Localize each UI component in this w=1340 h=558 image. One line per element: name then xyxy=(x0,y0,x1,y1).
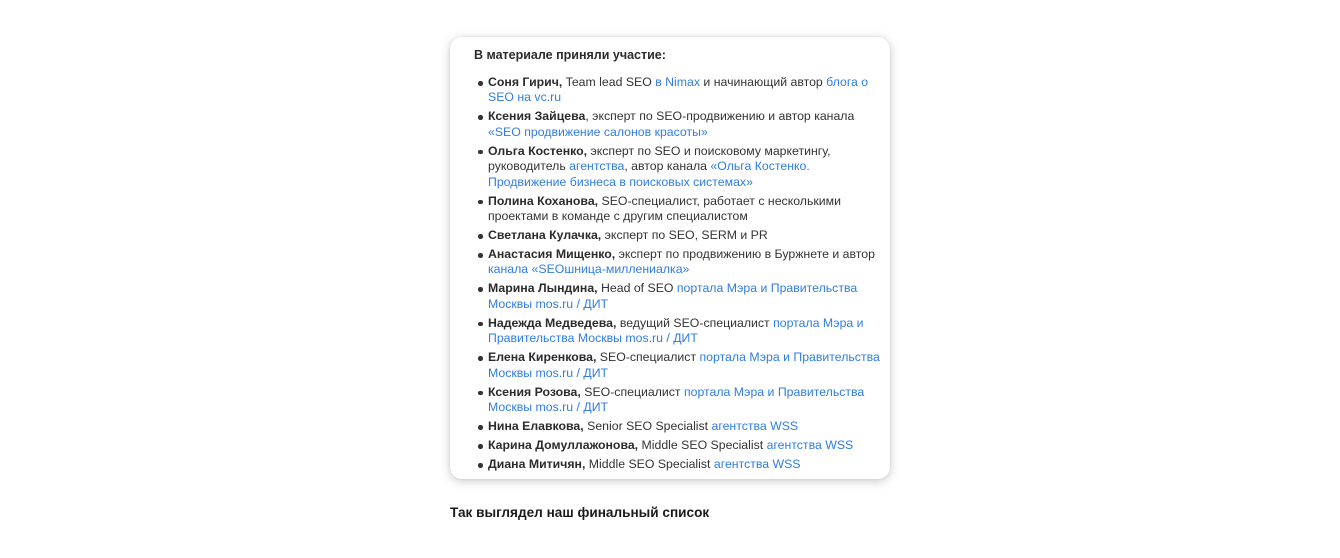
participant-text: Senior SEO Specialist xyxy=(583,419,712,434)
mos-ru-link[interactable]: портала Мэра и Правительства Москвы mos.ru / ДИТ xyxy=(488,384,865,415)
participant-name: Светлана Кулачка, xyxy=(488,228,602,243)
participant-name: Анастасия Мищенко, xyxy=(488,247,616,262)
participant-name: Марина Лындина, xyxy=(488,281,598,296)
participant-name: Ольга Костенко, xyxy=(488,143,588,158)
participant-name: Соня Гирич, xyxy=(488,75,563,89)
list-item xyxy=(488,385,880,416)
list-item xyxy=(488,419,880,434)
participant-name: Надежда Медведева, xyxy=(488,315,617,330)
list-item xyxy=(488,194,880,225)
participant-text: SEO-специалист xyxy=(596,350,700,365)
list-item xyxy=(488,316,880,347)
participant-text: SEO-специалист xyxy=(580,384,684,399)
mos-ru-link[interactable]: портала Мэра и Правительства Москвы mos.ru / ДИТ xyxy=(488,281,858,311)
nimax-link[interactable]: в Nimax xyxy=(655,75,701,89)
seo-blog-link[interactable]: блога о SEO xyxy=(488,75,869,105)
participant-name: Карина Домуллажонова, xyxy=(488,438,639,453)
participants-list xyxy=(474,75,880,472)
list-item xyxy=(488,75,880,106)
wss-agency-link[interactable]: агентства WSS xyxy=(711,419,799,434)
list-item xyxy=(488,350,880,381)
wss-agency-link[interactable]: агентства WSS xyxy=(713,457,801,472)
channel-link[interactable]: канала «SEOшница-миллениалка» xyxy=(488,262,690,277)
list-item xyxy=(488,438,880,453)
participant-name: Елена Киренкова, xyxy=(488,350,597,365)
participant-name: Диана Митичян, xyxy=(488,457,586,472)
agency-link[interactable]: агентства xyxy=(569,159,625,174)
channel-link[interactable]: «SEO продвижение салонов красоты» xyxy=(488,124,708,139)
image-caption: Так выглядел наш финальный список xyxy=(450,505,710,520)
list-item xyxy=(488,144,880,190)
participant-text: ведущий SEO-специалист xyxy=(616,315,774,330)
participant-text: Team lead SEO xyxy=(562,75,656,89)
participant-name: Ксения Зайцева xyxy=(488,109,586,124)
list-item xyxy=(488,247,880,278)
participant-name: Ксения Розова, xyxy=(488,384,581,399)
participant-text: , эксперт по SEO-продвижению и автор канала xyxy=(585,109,855,124)
list-item xyxy=(488,228,880,243)
participant-name: Полина Коханова, xyxy=(488,193,599,208)
participant-text: и начинающий автор xyxy=(700,75,827,89)
channel-link[interactable]: «Ольга Костенко. Продвижение бизнеса в поисковых системах» xyxy=(488,159,810,189)
list-item xyxy=(488,281,880,312)
participant-text: Head of SEO xyxy=(597,281,677,296)
card-title: В материале приняли участие: xyxy=(474,48,666,62)
mos-ru-link[interactable]: портала Мэра и Правительства Москвы mos.ru / ДИТ xyxy=(488,350,880,380)
participants-card xyxy=(450,37,890,479)
participant-text: эксперт по SEO, SERM и PR xyxy=(601,228,768,243)
vc-ru-link[interactable]: на vc.ru xyxy=(517,90,562,105)
participant-text: Middle SEO Specialist xyxy=(585,457,714,472)
list-item xyxy=(488,109,880,140)
list-item xyxy=(488,457,880,472)
mos-ru-link[interactable]: портала Мэра и Правительства Москвы mos.ru / ДИТ xyxy=(488,315,864,346)
participant-text: эксперт по SEO и поисковому маркетингу, руководитель xyxy=(488,143,831,174)
participant-text: SEO-специалист, работает с несколькими проектами в команде с другим специалистом xyxy=(488,193,841,224)
participant-name: Нина Елавкова, xyxy=(488,419,584,434)
participant-text: эксперт по продвижению в Буржнете и автор xyxy=(615,247,875,262)
wss-agency-link[interactable]: агентства WSS xyxy=(766,438,854,453)
participant-text: Middle SEO Specialist xyxy=(638,438,767,453)
participant-text: , автор канала xyxy=(624,159,711,174)
